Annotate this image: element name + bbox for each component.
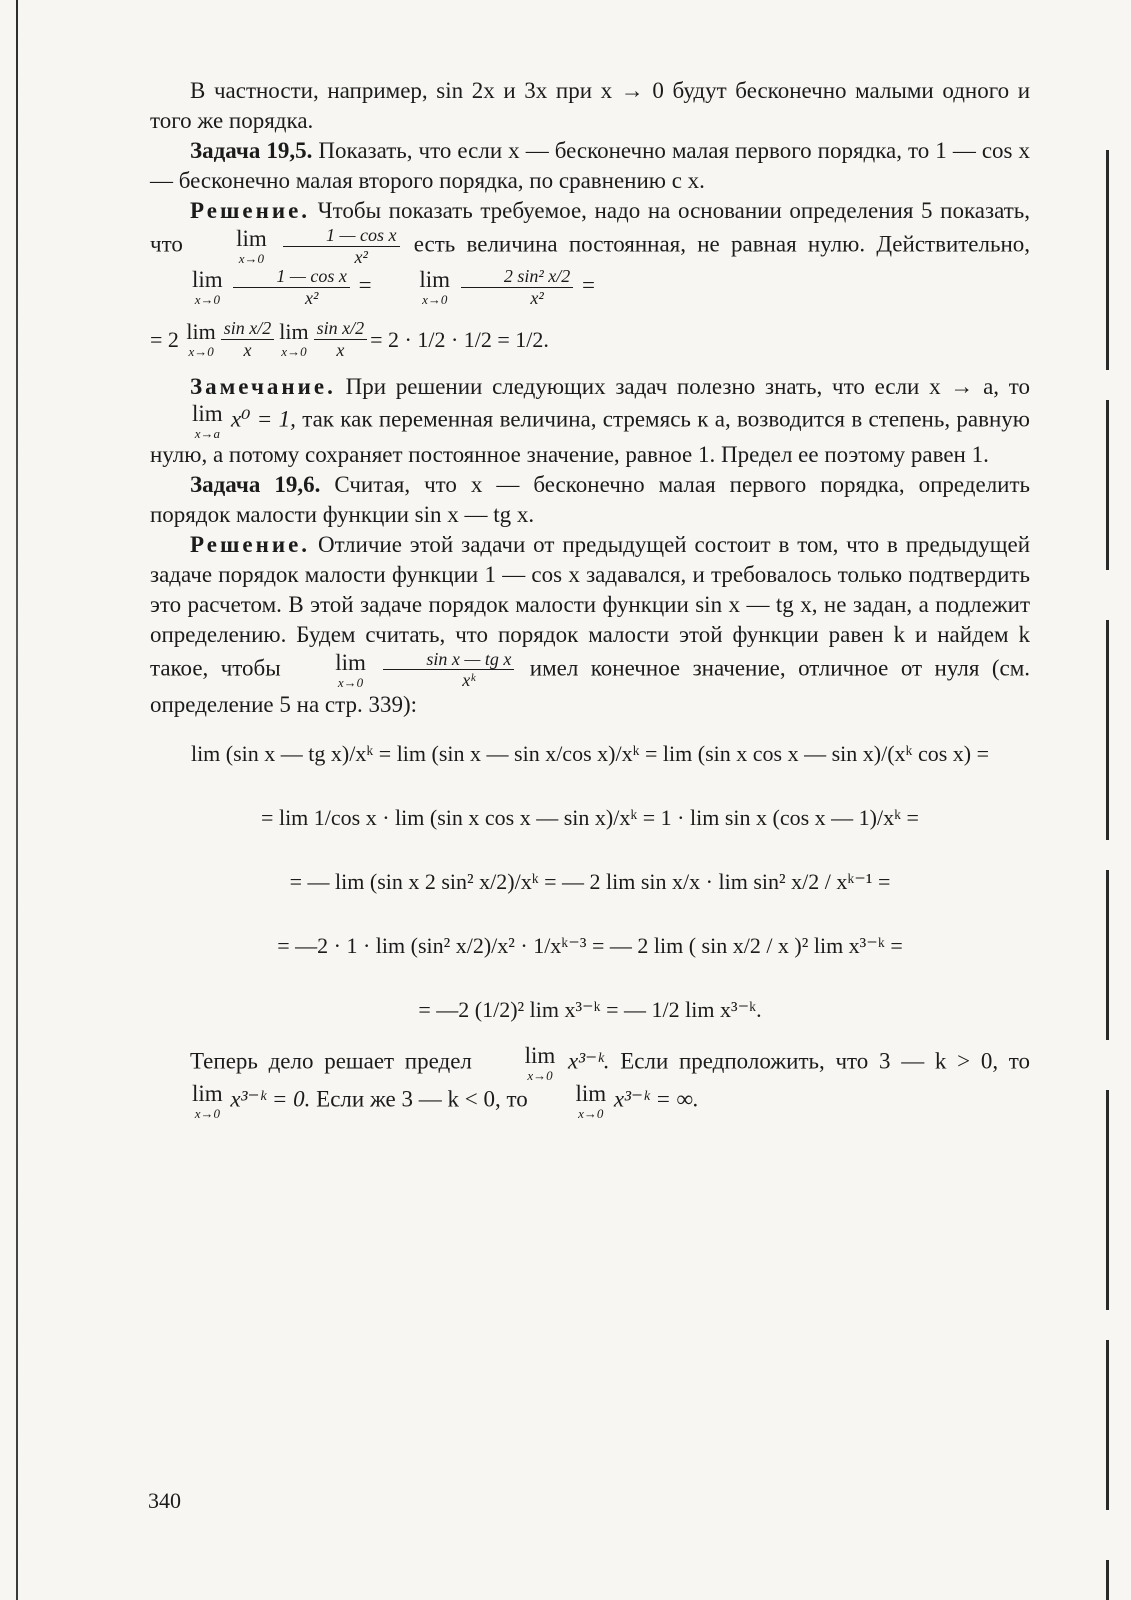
task-19-6	[150, 470, 1030, 530]
remark-label: Замечание.	[190, 373, 336, 399]
derivation-line-2: = lim 1/cos x · lim (sin x cos x — sin x)/xᵏ = 1 · lim sin x (cos x — 1)/xᵏ =	[261, 805, 919, 831]
page-number: 340	[148, 1488, 181, 1513]
equation-line: = 2 lim x→0 $\frac{\text{sin x/2}}{x}$ lim x→0 $\frac{\text{sin x/2}}{x}$ = 2 · 1/2 · 1/2 = 1/2.	[150, 318, 549, 361]
fraction: $\frac{\text{sin x/2}}{x}$	[314, 319, 368, 360]
scan-right-edge	[1106, 150, 1109, 1600]
solution-1: Решение. Чтобы показать требуемое, надо на основании определения 5 показать, что lim x→0 $\frac{\text{1 — cos x}}{\text{x²}}$ есть величина постоянная, не равная нулю. Действительно, lim x→0 $\frac{\text{1 — cos x}}{\text{x²}}$ = lim x→0 $\frac{\text{2 sin² x/2}}{\text{x²}}$ =	[150, 198, 1031, 308]
fraction: $\frac{\text{sin x/2}}{x}$	[221, 319, 275, 360]
remark	[150, 372, 1030, 470]
solution-text-b: имел конечное значение, отличное от нуля (см. определение 5 на стр. 339):	[150, 655, 1031, 718]
task-text: Показать, что если x — бесконечно малая первого порядка, то 1 — cos x — бесконечно малая второго порядка, по сравнению с x.	[150, 138, 1031, 193]
remark-text-a: При решении следующих задач полезно знать, что если x → a, то	[345, 373, 1031, 399]
solution-label: Решение.	[190, 198, 311, 223]
final-paragraph: Теперь дело решает предел lim x→0 x³⁻ᵏ. Если предположить, что 3 — k > 0, то lim x→0 x³⁻ᵏ = 0. Если же 3 — k < 0, то lim x→0 x³⁻ᵏ = ∞.	[150, 1044, 1030, 1120]
page-body	[150, 76, 1030, 1120]
limit-expr: lim x→0	[236, 226, 267, 267]
fraction: $\frac{\text{1 — cos x}}{\text{x²}}$	[233, 267, 350, 308]
derivation-line-4: = —2 · 1 · lim (sin² x/2)/x² · 1/xᵏ⁻³ = — 2 lim ( sin x/2 / x )² lim x³⁻ᵏ =	[277, 933, 903, 959]
derivation-line-3: = — lim (sin x 2 sin² x/2)/xᵏ = — 2 lim sin x/x · lim sin² x/2 / xᵏ⁻¹ =	[289, 869, 891, 895]
limit-expr: lim x→a	[192, 400, 223, 441]
task-19-5	[150, 136, 1030, 196]
remark-text-b: так как переменная величина, стремясь к a, возводится в степень, равную нулю, а потому сохраняет постоянное значение, равное 1. Предел ее поэтому равен 1.	[150, 405, 1030, 467]
solution-text-a: Чтобы показать требуемое, надо на основании определения 5 показать, что	[150, 198, 1031, 257]
limit-expr: lim x→0	[524, 1043, 556, 1084]
derivation	[150, 722, 1030, 1042]
task-label: Задача 19,5.	[190, 138, 313, 163]
limit-expr: lim x→0	[186, 319, 216, 360]
derivation-line-5: = —2 (1/2)² lim x³⁻ᵏ = — 1/2 lim x³⁻ᵏ.	[418, 997, 762, 1023]
fraction: $\frac{\text{1 — cos x}}{\text{x²}}$	[283, 226, 400, 267]
paragraph-intro: В частности, например, sin 2x и 3x при x → 0 будут бесконечно малыми одного и того же порядка.	[150, 78, 1030, 133]
limit-expr: lim x→0	[192, 1081, 223, 1122]
fraction: $\frac{\text{2 sin² x/2}}{\text{x²}}$	[461, 267, 573, 308]
solution-label: Решение.	[190, 531, 311, 557]
equation-result: = 2 · 1/2 · 1/2 = 1/2.	[370, 326, 549, 352]
limit-expr: lim x→0	[575, 1081, 607, 1122]
solution-text-b: есть величина постоянная, не равная нулю. Действительно,	[413, 231, 1031, 257]
fraction: $\frac{\text{sin x — tg x}}{\text{xᵏ}}$	[383, 650, 514, 691]
task-text: Считая, что x — бесконечно малая первого порядка, определить порядок малости функции sin x — tg x.	[150, 471, 1031, 527]
task-label: Задача 19,6.	[190, 471, 321, 497]
scan-left-edge	[16, 0, 18, 1600]
remark-formula: x⁰ = 1,	[231, 405, 296, 431]
limit-expr: lim x→0	[419, 267, 451, 308]
solution-2	[150, 530, 1030, 721]
limit-expr: lim x→0	[192, 267, 223, 308]
derivation-line-1: lim (sin x — tg x)/xᵏ = lim (sin x — sin x/cos x)/xᵏ = lim (sin x cos x — sin x)/(xᵏ cos x) =	[190, 741, 990, 767]
limit-expr: lim x→0	[279, 319, 309, 360]
limit-expr: lim x→0	[335, 649, 366, 690]
solution-text-a: Отличие этой задачи от предыдущей состоит в том, что в предыдущей задаче порядок малости функции 1 — cos x задавался, и требовалось только подтвердить это расчетом. В этой задаче порядок малости функции sin x — tg x, не задан, а подлежит определению. Будем считать, что порядок малости этой функции равен k и найдем k такое, чтобы	[150, 531, 1031, 681]
